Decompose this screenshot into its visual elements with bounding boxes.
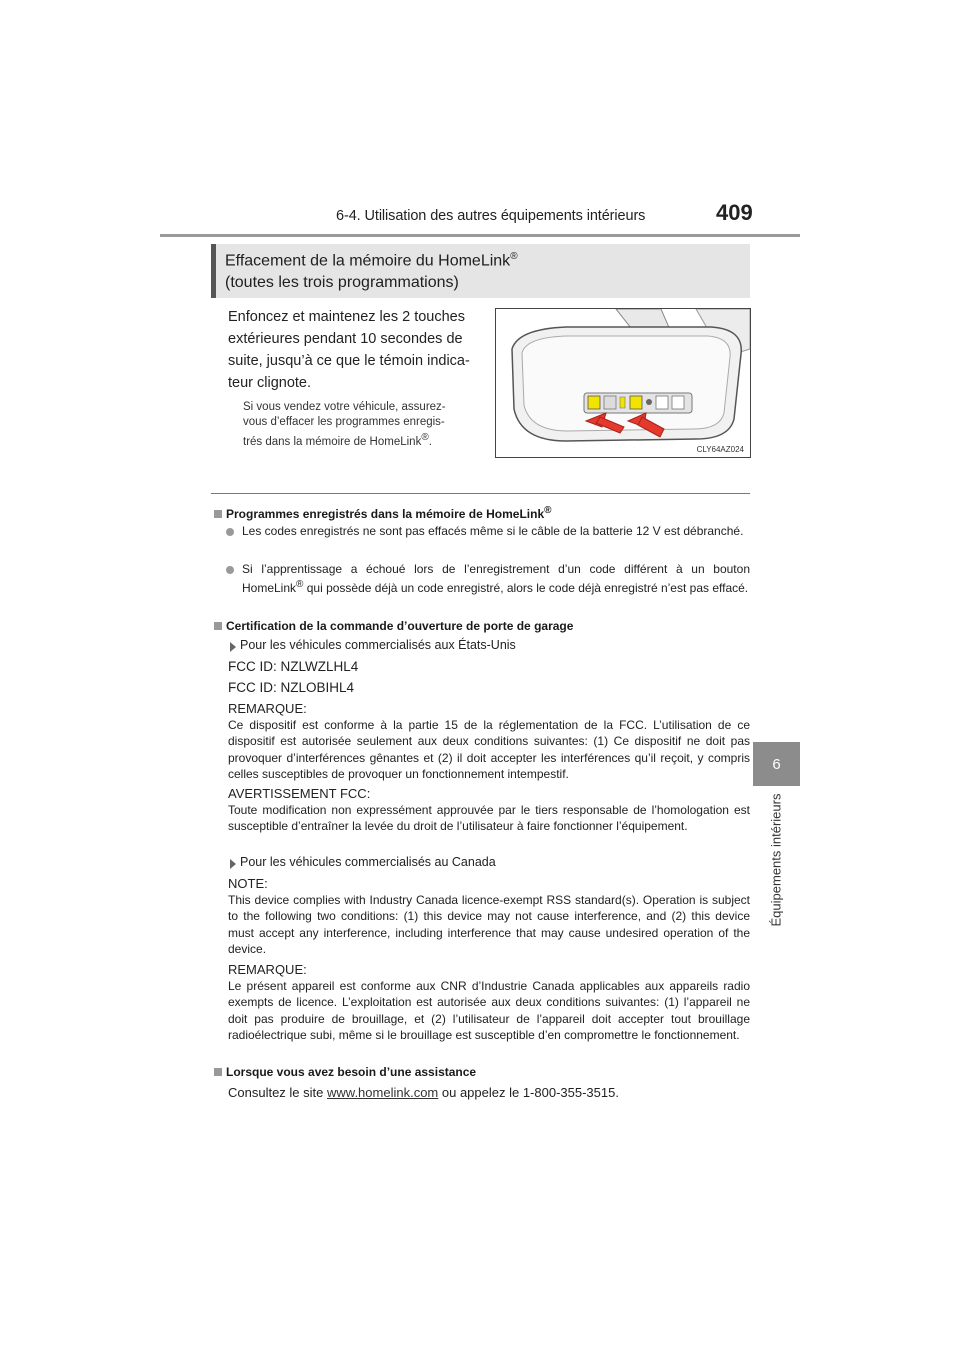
section-heading-bar [211,244,216,298]
remarque-canada: REMARQUE: Le présent appareil est conforme aux CNR d’Industrie Canada applicables aux appareils radio exempts de licence. L’exploitation est autorisée aux deux conditions suivantes: (1) l’appareil ne doit pas produire de brouillage, et (2) l’utilisateur de l’appareil doit accepter tout brouillage radioélectrique subi, même si le brouillage est susceptible d’en compromettre le fonctionnement. [228,962,750,1042]
bullet-2: Si l’apprentissage a échoué lors de l’enregistrement d’un code différent à un bouton HomeLink® qui possède déjà un code enregistré, alors le code déjà enregistré n’est pas effacé. [242,562,750,595]
homelink-link[interactable]: www.homelink.com [327,1085,439,1100]
bullet-dot-icon [226,566,234,574]
note-line-3: trés dans la mémoire de HomeLink®. [243,432,432,448]
mirror-illustration [495,308,751,458]
chapter-label: Équipements intérieurs [768,793,784,927]
page-number: 409 [716,200,753,225]
intro-line-2: extérieures pendant 10 secondes de [228,331,463,347]
note-canada: NOTE: This device complies with Industry Canada licence-exempt RSS standard(s). Operation is subject to the following two conditions: (1) this device may not cause interference, and (2) this device must accept any interference, including interference that may cause undesired operation of the device. [228,876,750,956]
intro-line-4: teur clignote. [228,375,312,391]
chapter-side-label [766,793,786,927]
arrow-right-icon [230,859,236,869]
section-separator [211,493,750,494]
note-line-2: vous d’effacer les programmes enregis- [243,416,445,428]
square-bullet-icon [214,510,222,518]
square-bullet-icon [214,1068,222,1076]
assistance-heading: Lorsque vous avez besoin d’une assistance [214,1065,476,1079]
chapter-tab [753,742,800,786]
square-bullet-icon [214,622,222,630]
certification-heading: Certification de la commande d’ouverture de porte de garage [214,619,573,633]
bullet-1: Les codes enregistrés ne sont pas effacés même si le câble de la batterie 12 V est débranché. [242,524,744,538]
canada-label: Pour les véhicules commercialisés au Canada [240,855,496,869]
intro-line-3: suite, jusqu’à ce que le témoin indica- [228,353,470,369]
usa-label: Pour les véhicules commercialisés aux États-Unis [240,638,516,652]
section-heading-line1: Effacement de la mémoire du HomeLink® [225,251,518,270]
intro-line-1: Enfoncez et maintenez les 2 touches [228,309,465,325]
arrow-right-icon [230,642,236,652]
note-line-1: Si vous vendez votre véhicule, assurez- [243,401,446,413]
running-header-section: 6-4. Utilisation des autres équipements intérieurs [336,208,646,224]
remarque-fcc: REMARQUE: Ce dispositif est conforme à la partie 15 de la réglementation de la FCC. L’utilisation de ce dispositif est autorisée seulement aux deux conditions suivantes: (1) Ce dispositif ne doit pas provoquer d’interférences gênantes et (2) il doit accepter les interférences qu’il reçoit, y compris celles susceptibles de provoquer un fonctionnement intempestif. [228,701,750,781]
section-heading-line2: (toutes les trois programmations) [225,274,459,291]
fcc-id-1: FCC ID: NZLWZLHL4 [228,659,359,674]
avertissement-fcc: AVERTISSEMENT FCC: Toute modification non expressément approuvée par le tiers responsable de l’homologation est susceptible d’entraîner la levée du droit de l’utilisateur à faire fonctionner l’équipement. [228,786,750,834]
bullet-dot-icon [226,528,234,536]
assistance-text: Consultez le site www.homelink.com ou appelez le 1-800-355-3515. [228,1085,619,1100]
fcc-id-2: FCC ID: NZLOBIHL4 [228,680,355,695]
rear-view-mirror-icon [496,309,750,457]
chapter-number: 6 [772,755,781,773]
header-rule [160,234,800,237]
programmes-heading: Programmes enregistrés dans la mémoire de HomeLink® [214,505,552,521]
figure-code: CLY64AZ024 [696,445,744,454]
